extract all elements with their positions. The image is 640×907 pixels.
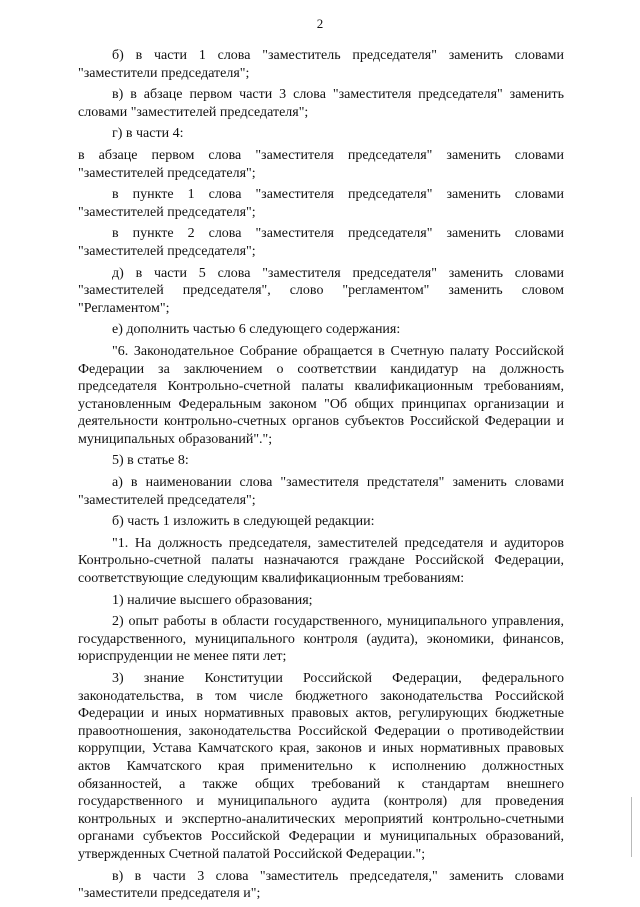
list-item: 1) наличие высшего образования; [112, 592, 313, 608]
paragraph: б) часть 1 изложить в следующей редакции: [112, 514, 375, 530]
paragraph: в пункте 1 слова "заместителя председателя" заменить словами "заместителей председателя"; [78, 187, 564, 220]
paragraph: б) в части 1 слова "заместитель председателя" заменить словами "заместители председателя"; [78, 48, 564, 81]
paragraph: в пункте 2 слова "заместителя председателя" заменить словами "заместителей председателя"; [78, 226, 564, 259]
paragraph: в) в абзаце первом части 3 слова "заместителя председателя" заменить словами "заместителей председателя"; [78, 87, 564, 120]
quoted-paragraph: "1. На должность председателя, заместителей председателя и аудиторов Контрольно-счетной палаты назначаются граждане Российской Федерации, соответствующие следующим квалификационным требованиям: [78, 535, 564, 587]
scan-edge-mark [631, 797, 632, 857]
list-item: 3) знание Конституции Российской Федерации, федерального законодательства, в том числе бюджетного законодательства Российской Федерации и иных нормативных правовых актов, регулирующих бюджетные правоотношения, законодательства Российской Федерации о противодействии коррупции, Устава Камчатского края, законов и иных нормативных правовых актов Камчатского края применительно к исполнению должностных обязанностей, а также общих требований к стандартам внешнего государственного и муниципального аудита (контроля) для проведения контрольных и экспертно-аналитических мероприятий контрольно-счетными органами субъектов Российской Федерации и муниципальных образований, утвержденных Счетной палатой Российской Федерации."; [78, 671, 564, 862]
paragraph: г) в части 4: [112, 126, 184, 142]
document-body [78, 47, 564, 907]
paragraph: а) в наименовании слова "заместителя предстателя" заменить словами "заместителей председателя"; [78, 475, 564, 508]
list-item: 2) опыт работы в области государственного, муниципального управления, государственного, муниципального контроля (аудита), экономики, финансов, юриспруденции не менее пяти лет; [78, 614, 564, 665]
paragraph: е) дополнить частью 6 следующего содержания: [112, 322, 401, 338]
quoted-paragraph: "6. Законодательное Собрание обращается в Счетную палату Российской Федерации за заключением о соответствии кандидатур на должность председателя Контрольно-счетной палаты квалификационным требованиям, установленным Федеральным законом "Об общих принципах организации и деятельности контрольно-счетных органов субъектов Российской Федерации и муниципальных образований"."; [78, 343, 564, 447]
paragraph: в) в части 3 слова "заместитель председателя," заменить словами "заместители председателя и"; [78, 868, 564, 902]
page-number: 2 [316, 16, 324, 31]
paragraph: д) в части 5 слова "заместителя председателя" заменить словами "заместителей председателя", слово "регламентом" заменить словом "Регламентом"; [78, 265, 564, 316]
paragraph: в абзаце первом слова "заместителя председателя" заменить словами "заместителей председателя"; [78, 147, 564, 181]
paragraph: 5) в статье 8: [112, 453, 189, 469]
